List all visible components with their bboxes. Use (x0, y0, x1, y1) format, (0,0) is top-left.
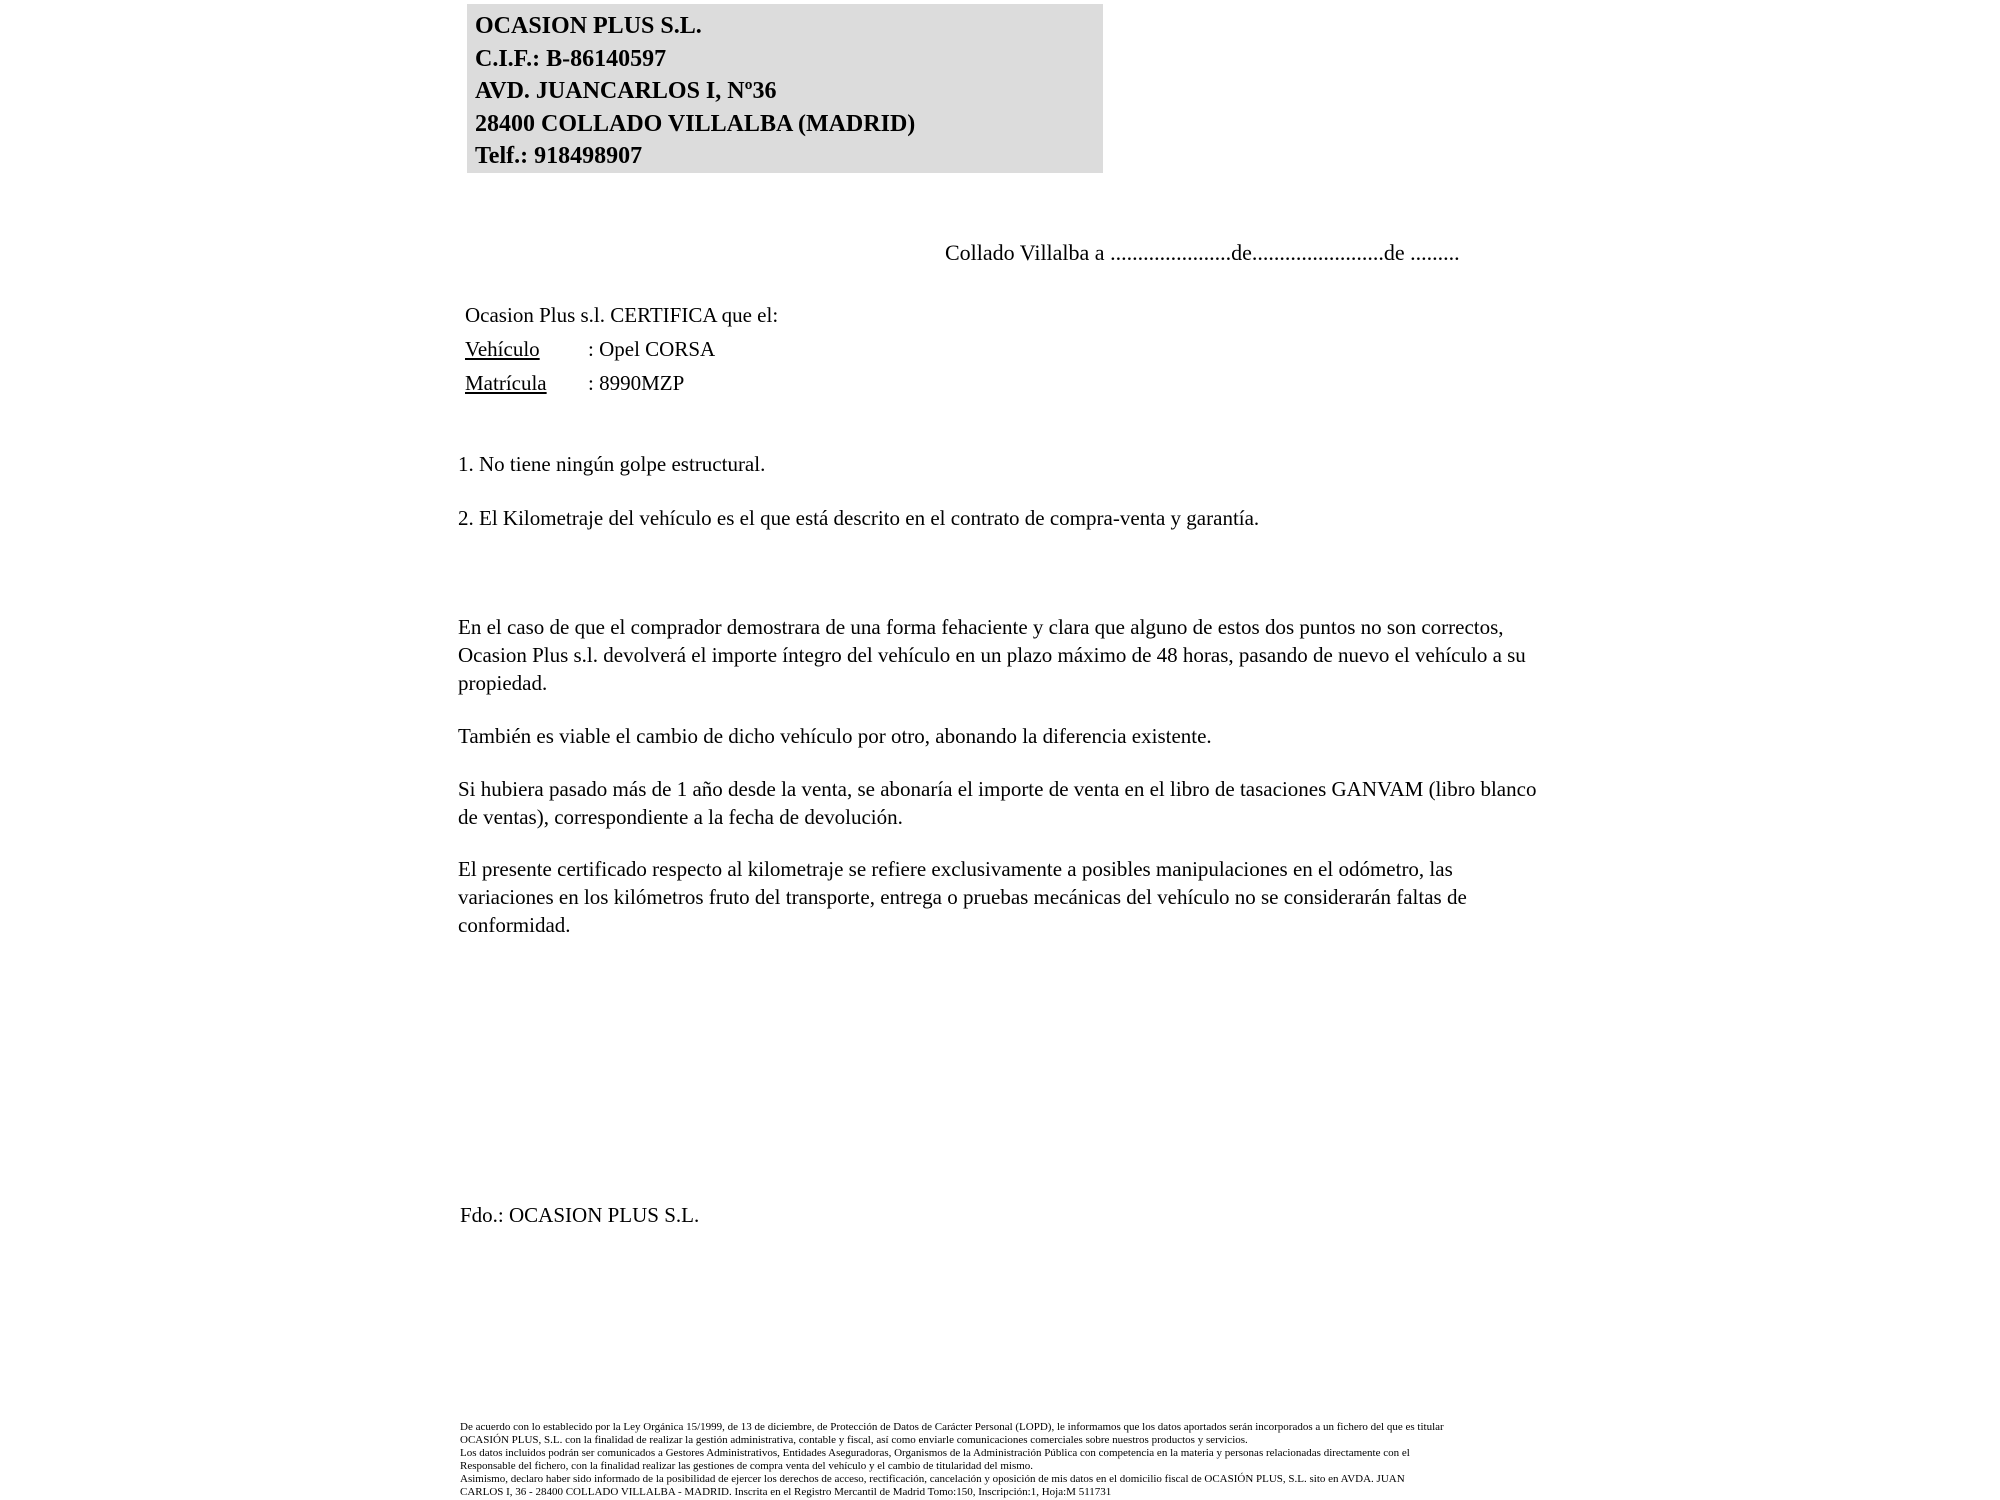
paragraph-vehicle-exchange: También es viable el cambio de dicho vehículo por otro, abonando la diferencia existente. (458, 724, 1212, 748)
legal-footer-line: De acuerdo con lo establecido por la Ley Orgánica 15/1999, de 13 de diciembre, de Protección de Datos de Carácter Personal (LOPD), le informamos que los datos aportados serán incorporados a un fichero del que es titular (460, 1421, 1444, 1433)
legal-footer-line: OCASIÓN PLUS, S.L. con la finalidad de realizar la gestión administrativa, contable y fiscal, así como enviarle comunicaciones comerciales sobre nuestros productos y servicios. (460, 1434, 1248, 1446)
certification-block (465, 298, 778, 400)
legal-footer (460, 1421, 1444, 1499)
vehicle-row (465, 332, 778, 366)
company-phone: Telf.: 918498907 (475, 143, 643, 170)
legal-footer-line: Responsable del fichero, con la finalidad realizar las gestiones de compra venta del vehículo y el cambio de titularidad del mismo. (460, 1460, 1034, 1472)
company-address: AVD. JUANCARLOS I, Nº36 (475, 78, 777, 105)
date-fill-in-line: Collado Villalba a ......................de........................de ......... (945, 240, 1460, 265)
company-header-box (467, 4, 1103, 173)
plate-value: : 8990MZP (588, 371, 685, 395)
certified-point-2: 2. El Kilometraje del vehículo es el que está descrito en el contrato de compra-venta y garantía. (458, 506, 1260, 530)
paragraph-odometer-disclaimer: El presente certificado respecto al kilometraje se refiere exclusivamente a posibles manipulaciones en el odómetro, las variaciones en los kilómetros fruto del transporte, entrega o pruebas mecánicas del vehículo no se considerarán faltas de conformidad. (458, 857, 1467, 937)
certify-intro: Ocasion Plus s.l. CERTIFICA que el: (465, 303, 779, 327)
company-cif: C.I.F.: B-86140597 (475, 45, 667, 72)
certified-point-1: 1. No tiene ningún golpe estructural. (458, 452, 766, 476)
legal-footer-line: Los datos incluidos podrán ser comunicados a Gestores Administrativos, Entidades Aseguradoras, Organismos de la Administración Pública con competencia en la materia y personas relacionadas directamente con el (460, 1447, 1410, 1459)
legal-footer-line: Asimismo, declaro haber sido informado de la posibilidad de ejercer los derechos de acceso, rectificación, cancelación y oposición de mis datos en el domicilio fiscal de OCASIÓN PLUS, S.L. sito en AVDA. JUAN (460, 1473, 1405, 1485)
plate-label: Matrícula (465, 371, 547, 395)
vehicle-label: Vehículo (465, 337, 540, 361)
paragraph-ganvam-valuation: Si hubiera pasado más de 1 año desde la venta, se abonaría el importe de venta en el libro de tasaciones GANVAM (libro blanco de ventas), correspondiente a la fecha de devolución. (458, 777, 1537, 829)
vehicle-value: : Opel CORSA (588, 337, 716, 361)
company-city: 28400 COLLADO VILLALBA (MADRID) (475, 110, 916, 137)
legal-footer-line: CARLOS I, 36 - 28400 COLLADO VILLALBA - MADRID. Inscrita en el Registro Mercantil de Madrid Tomo:150, Inscripción:1, Hoja:M 511731 (460, 1486, 1112, 1498)
plate-row (465, 366, 778, 400)
signature-line: Fdo.: OCASION PLUS S.L. (460, 1203, 700, 1227)
company-name: OCASION PLUS S.L. (475, 13, 702, 39)
paragraph-refund-condition: En el caso de que el comprador demostrara de una forma fehaciente y clara que alguno de estos dos puntos no son correctos, Ocasion Plus s.l. devolverá el importe íntegro del vehículo en un plazo máximo de 48 horas, pasando de nuevo el vehículo a su propiedad. (458, 615, 1526, 695)
